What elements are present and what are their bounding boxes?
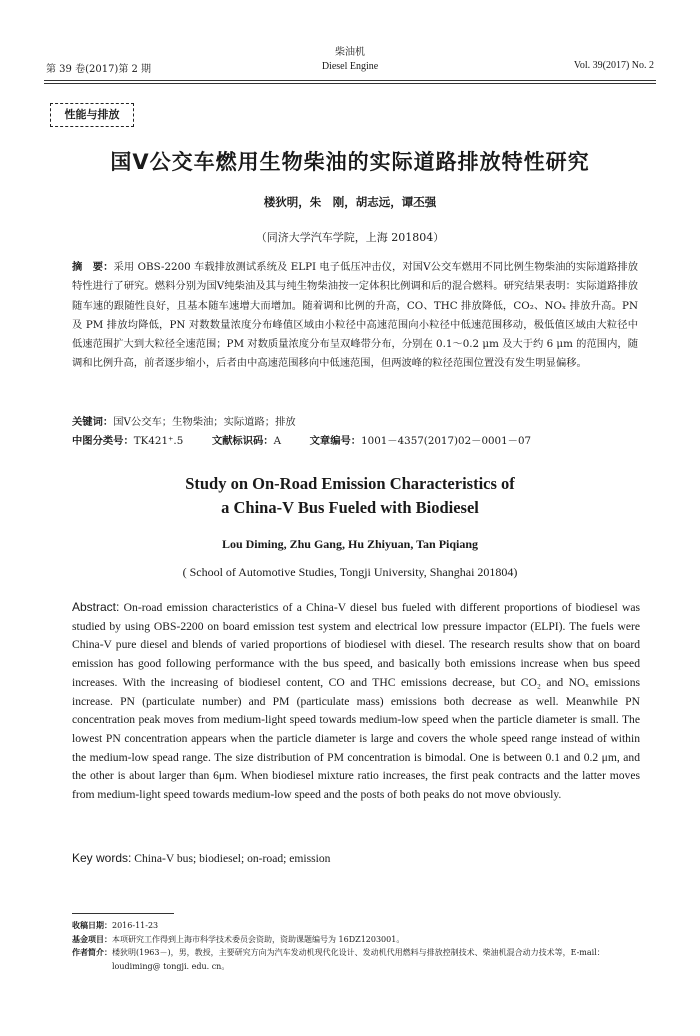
abstract-cn-text: 采用 OBS-2200 车载排放测试系统及 ELPI 电子低压冲击仪，对国Ⅴ公交车燃用不同比例生物柴油的实际道路排放特性进行了研究。燃料分别为国Ⅴ纯柴油及其与纯生物柴油按一定体积比例调和后的混合燃料。研究结果表明：实际道路排放随车速的跟随性良好，且基本随车速增大而增加。随着调和比例的升高，CO、THC 排放降低，CO₂、NOₓ 排放升高。PN 及 PM 排放均降低，PN 对数数量浓度分布峰值区域由小粒径中高速范围向小粒径中低速范围移动，极低值区域由大粒径中低速范围扩大到大粒径全速范围；PM 对数质量浓度分布呈双峰带分布，分别在 0.1～0.2 μm 及大于约 6 μm 的范围内，随调和比例升高，前者逐步缩小，后者由中高速范围移向中低速范围，但两波峰的粒径范围位置没有发生明显偏移。 [72,261,638,370]
abstract-cn-label: 摘 要： [72,261,114,273]
footnotes [72,919,647,973]
footnote-rule [72,913,174,914]
footnote-author [72,946,647,973]
article-title-en-line1: Study on On-Road Emission Characteristics of [185,474,515,493]
article-title-en-line2: a China-V Bus Fueled with Biodiesel [221,498,479,517]
fund-text: 本项研究工作得到上海市科学技术委员会资助，资助课题编号为 16DZ1203001。 [112,934,405,944]
keywords-en-text: China-V bus; biodiesel; on-road; emission [134,852,331,865]
author-bio-label: 作者简介： [72,948,112,957]
abstract-en-text: On-road emission characteristics of a China-V diesel bus fueled with different proportions of biodiesel was studied by using OBS-2200 on board emission test system and electrical low pressure impactor (ELPI). The fuels were China-V pure diesel and blends of varied proportions of biodiesel with diesel. The research results show that on board emission has good following performance with the bus speed, and basically both emissions increase when bus speed increases. With the increasing of biodiesel content, CO and THC emissions decrease, but CO₂ and NOₓ emissions increase. PN (particulate number) and PM (particulate mass) emissions both decrease as well. Meanwhile PN concentration peak moves from medium-light speed towards medium-low speed when the particle diameter is small. The lowest PN concentration appears when the particle diameter is large and covers the whole speed range instead of within the medium-low spead range. The size distribution of PM concentration is bimodal. One is between 0.1 and 0.2 μm, and the other is about larger than 6μm. When biodiesel mixture ratio increases, the first peak contracts and the latter moves from medium-light speed towards medium-low speed and the posts of both peaks do not move obviously. [72,601,641,802]
keywords-en-label: Key words: [72,851,132,865]
journal-name-en: Diesel Engine [321,61,379,72]
article-no-value: 1001－4357(2017)02－0001－07 [361,435,532,447]
affiliation-en: ( School of Automotive Studies, Tongji University, Shanghai 201804) [182,565,518,579]
footnote-fund [72,933,647,947]
affiliation-cn: （同济大学汽车学院，上海 201804） [255,231,445,244]
abstract-cn [72,258,638,374]
article-no-label: 文章编号： [309,435,362,447]
classification-line [72,432,652,450]
fund-label: 基金项目： [72,934,112,944]
header-volume-en: Vol. 39(2017) No. 2 [573,60,654,71]
received-label: 收稿日期： [72,921,112,930]
doc-code-value: A [273,435,282,447]
class-label: 中图分类号： [72,435,134,447]
header-volume-cn: 第 39 卷(2017)第 2 期 [46,64,152,75]
keywords-cn-text: 国Ⅴ公交车；生物柴油；实际道路；排放 [113,416,296,428]
article-title-en [0,472,700,520]
abstract-en [72,598,640,805]
abstract-en-label: Abstract: [72,600,120,614]
keywords-en [72,851,640,865]
keywords-cn-label: 关键词： [72,416,114,428]
section-tag: 性能与排放 [50,103,134,127]
keywords-cn [72,413,638,431]
received-date: 2016-11-23 [112,921,159,930]
article-title-cn: 国Ⅴ公交车燃用生物柴油的实际道路排放特性研究 [110,150,590,174]
header-rule [44,80,656,81]
authors-en: Lou Diming, Zhu Gang, Hu Zhiyuan, Tan Piqiang [221,537,479,551]
author-bio-text: 楼狄明(1963－)，男，教授，主要研究方向为汽车发动机现代化设计、发动机代用燃料与排放控制技术、柴油机混合动力技术等，E-mail：loudiming@ tongji. edu. cn。 [112,948,605,971]
footnote-received [72,919,647,933]
class-value: TK421⁺.5 [133,435,184,447]
authors-cn: 楼狄明，朱 刚，胡志远，谭丕强 [263,195,437,209]
doc-code-label: 文献标识码： [211,435,274,447]
header-rule-secondary [44,83,656,84]
journal-name-cn: 柴油机 [335,47,365,58]
